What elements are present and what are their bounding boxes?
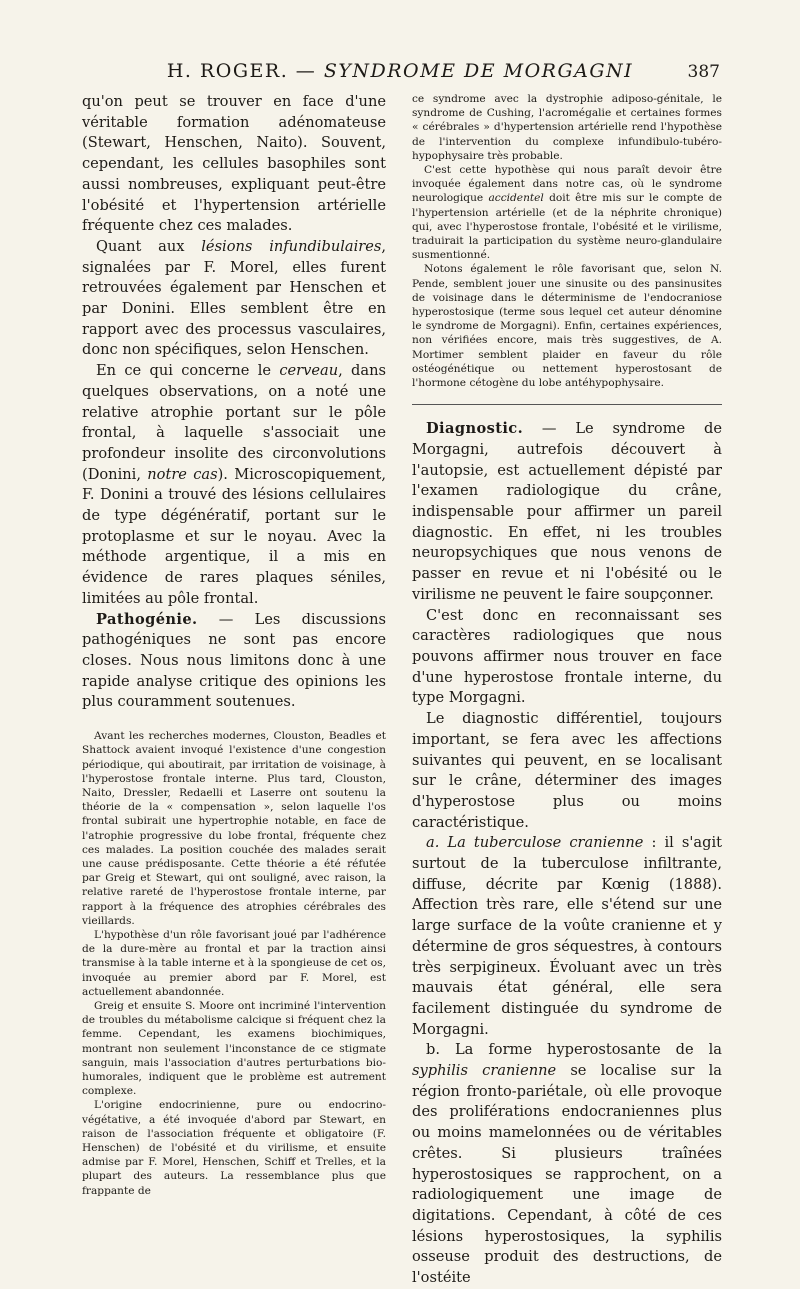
left-small-paragraph-2: L'hypothèse d'un rôle favorisant joué par l'adhérence de la dure-mère au frontal et par la traction ainsi transmise à la table interne et à la spongieuse de cet os, invoquée au premier abord par F. Morel, est actuellement abandonnée. — [82, 928, 386, 998]
item-a-tuberculose: a. La tuberculose cranienne : il s'agit surtout de la tuberculose infiltrante, diffuse, décrite par Kœnig (1888). Affection très rare, elle s'étend sur une large surface de la voûte cranienne et y détermine de gros séquestres, à contours très serpigineux. Évoluant avec un très mauvais état général, elle sera facilement distinguée du syndrome de Morgagni. — [412, 834, 722, 1038]
term-tuberculose-cranienne: tuberculose cranienne — [473, 834, 644, 852]
right-column — [412, 92, 722, 1289]
left-column — [82, 92, 386, 1198]
heading-diagnostic: Diagnostic. — [426, 420, 524, 438]
right-small-paragraph-1: ce syndrome avec la dystrophie adiposo-génitale, le syndrome de Cushing, l'acromégalie et certaines formes « cérébrales » d'hypertension artérielle rend l'hypothèse de l'intervention du complexe infundibulo-tubéro-hypophysaire très probable. — [412, 93, 722, 162]
running-title — [80, 60, 720, 82]
term-cerveau: cerveau — [279, 362, 339, 380]
left-smallprint — [82, 729, 386, 1198]
heading-pathogenie: Pathogénie. — [96, 610, 198, 628]
left-paragraph-2: Quant aux lésions infundibulaires, signalées par F. Morel, elles furent retrouvées également par Henschen et par Donini. Elles semblent être en rapport avec des processus vasculaires, donc non spécifiques, selon Henschen. — [82, 237, 386, 359]
right-smallprint — [412, 92, 722, 390]
left-small-paragraph-1: Avant les recherches modernes, Clouston, Beadles et Shattock avaient invoqué l'existence d'une congestion périodique, qui aboutirait, par irritation de voisinage, à l'hyperostose frontale interne. Plus tard, Clouston, Naito, Dressler, Redaelli et Laserre ont soutenu la théorie de la « compensation », selon laquelle l'os frontal subirait une hypertrophie notable, en face de l'atrophie progressive du lobe frontal, fréquente chez ces malades. La position couchée des malades serait une cause prédisposante. Cette théorie a été réfutée par Greig et Stewart, qui ont souligné, avec raison, la relative rareté de l'hyperostose frontale interne, par rapport à la fréquence des atrophies cérébrales des vieillards. — [82, 730, 386, 927]
header-title: SYNDROME DE MORGAGNI — [323, 60, 634, 82]
term-notre-cas: notre cas — [147, 465, 218, 483]
page-number: 387 — [687, 62, 720, 82]
section-pathogenie: Pathogénie. — Les discussions pathogéniques ne sont pas encore closes. Nous nous limitons donc à une rapide analyse critique des opinions les plus couramment soutenues. — [82, 610, 386, 711]
right-small-paragraph-2: C'est cette hypothèse qui nous paraît devoir être invoquée également dans notre cas, où le syndrome neurologique accidentel doit être mis sur le compte de l'hypertension artérielle (et de la néphrite chronique) qui, avec l'hyperostose frontale, l'obésité et le virilisme, traduirait la participation du système neuro-glandulaire susmentionné. — [412, 164, 722, 262]
running-header — [80, 60, 720, 86]
section-diagnostic: Diagnostic. — Le syndrome de Morgagni, autrefois découvert à l'autopsie, est actuellement dépisté par l'examen radiologique du crâne, indispensable pour affirmer un pareil diagnostic. En effet, ni les troubles neuropsychiques que nous venons de passer en revue et ni l'obésité ou le virilisme ne peuvent le faire soupçonner. — [412, 420, 722, 603]
term-lesions-infundibulaires: lésions infundibulaires — [201, 237, 382, 255]
right-small-paragraph-3: Notons également le rôle favorisant que, selon N. Pende, semblent jouer une sinusite ou des pansinusites de voisinage dans le déterminisme de l'endocraniose hyperostosique (terme sous lequel cet auteur dénomine le syndrome de Morgagni). Enfin, certaines expériences, non vérifiées encore, mais très suggestives, de A. Mortimer semblent plaider en faveur du rôle ostéogénétique ou nettement hyperostosant de l'hormone cétogène du lobe antéhypophysaire. — [412, 263, 722, 390]
right-paragraph-3: Le diagnostic différentiel, toujours important, se fera avec les affections suivantes qui peuvent, en se localisant sur le crâne, déterminer des images d'hyperostose plus ou moins caractéristique. — [412, 710, 722, 831]
right-paragraph-2: C'est donc en reconnaissant ses caractères radiologiques que nous pouvons affirmer nous trouver en face d'une hyperostose frontale interne, du type Morgagni. — [412, 606, 722, 707]
left-small-paragraph-4: L'origine endocrinienne, pure ou endocrino-végétative, a été invoquée d'abord par Stewart, en raison de l'association fréquente et obligatoire (F. Henschen) de l'obésité et du virilisme, et ensuite admise par F. Morel, Henschen, Schiff et Trelles, et la plupart des auteurs. La ressemblance plus que frappante de — [82, 1099, 386, 1197]
section-divider — [412, 404, 722, 405]
term-syphilis-cranienne: syphilis cranienne — [412, 1062, 557, 1080]
header-author: H. ROGER. — — [166, 60, 317, 82]
left-paragraph-1: qu'on peut se trouver en face d'une véritable formation adénomateuse (Stewart, Henschen, Naito). Souvent, cependant, les cellules basophiles sont aussi nombreuses, expliquant peut-être l'obésité et l'hypertension artérielle fréquente chez ces malades. — [82, 93, 386, 235]
left-small-paragraph-3: Greig et ensuite S. Moore ont incriminé l'intervention de troubles du métabolisme calcique si fréquent chez la femme. Cependant, les examens biochimiques, montrant non seulement l'inconstance de ce stigmate sanguin, mais l'association d'autres perturbations bio-humorales, indiquent que le problème est autrement complexe. — [82, 999, 386, 1098]
left-paragraph-3: En ce qui concerne le cerveau, dans quelques observations, on a noté une relative atrophie portant sur le pôle frontal, à laquelle s'associait une profondeur insolite des circonvolutions (Donini, notre cas). Microscopiquement, F. Donini a trouvé des lésions cellulaires de type dégénératif, portant sur le protoplasme et sur le noyau. Avec la méthode argentique, il a mis en évidence de rares plaques séniles, limitées au pôle frontal. — [82, 362, 387, 607]
term-accidentel: accidentel — [488, 192, 544, 205]
item-b-syphilis: b. La forme hyperostosante de la syphilis cranienne se localise sur la région fronto-pariétale, où elle provoque des proliférations endocraniennes plus ou moins mamelonnées ou de véritables crêtes. Si plusieurs traînées hyperostosiques se rapprochent, on a radiologiquement une image de digitations. Cependant, à côté de ces lésions hyperostosiques, la syphilis osseuse produit des destructions, de l'ostéite — [412, 1041, 723, 1287]
